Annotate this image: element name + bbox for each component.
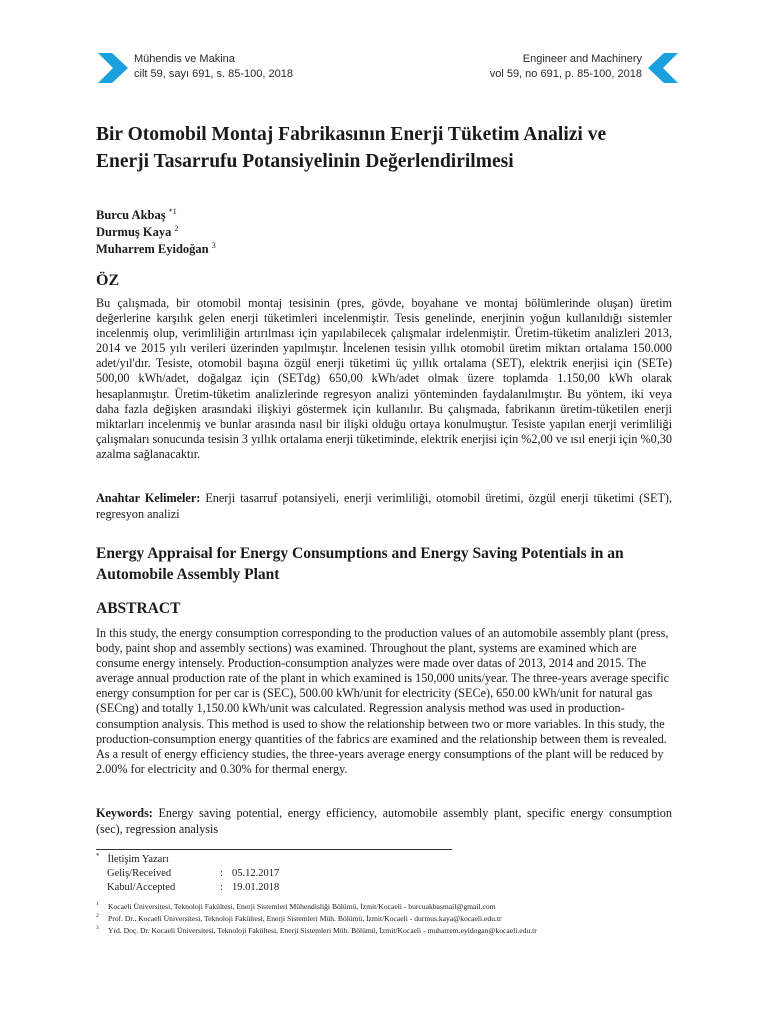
header-right [490,52,642,82]
author-1: Burcu Akbaş $^{*1}$ [96,206,177,222]
oz-text: Bu çalışmada, bir otomobil montaj tesisinin (pres, gövde, boyahane ve montaj bölümlerinde oluşan) üretim değerlerine karşılık gelen enerji tüketimleri incelenmiştir. Tesis genelinde, enerjinin yoğun kullanıldığı sistemler incelenmiş olup, verimliliğin artırılması için yapılabilecek çalışmalar irdelenmiştir. Üretim-tüketim analizleri 2013, 2014 ve 2015 yılı verileri üzerinden yapılmıştır. İncelenen tesisin yıllık otomobil üretim miktarı ortalama 150.000 adet/yıl'dır. Tesiste, otomobil başına özgül enerji tüketimi üç yıllık ortalama (SET), elektrik enerjisi için (SETe) 500,00 kWh/adet, doğalgaz için (SETdg) 650,00 kWh/adet olmak üzere toplamda 1.150,00 kWh olarak hesaplanmıştır. Üretim-tüketim analizlerinde regresyon analizi yönteminden faydalanılmıştır. Bu yöntem, iki veya daha fazla değişken arasındaki ilişkiyi göstermek için kullanılır. Bu çalışmada, fabrikanın üretim-tüketilen enerji miktarları incelenmiş ve bunlar arasında nasıl bir ilişki olduğu ortaya konulmuştur. Tesiste yapılan enerji verimliliği çalışmaları sonucunda tesisin 3 yıllık ortalama enerji tüketiminde, elektrik enerjisi için %2,00 ve ısıl enerji için %0,30 azalma sağlanacaktır. [96,296,672,461]
affiliation-1: $^1$ Kocaeli Üniversitesi, Teknoloji Fakültesi, Enerji Sistemleri Mühendisliği Bölümü, İzmit/Kocaeli - burcuakbasmail@gmail.com [96,901,496,911]
footnote-divider [96,849,452,850]
author-1-mark: *1 [168,206,177,216]
article-title-en: Energy Appraisal for Energy Consumptions and Energy Saving Potentials in an Automobile Assembly Plant [96,545,624,583]
author-2-mark: 2 [174,223,179,233]
header-right-journal: Engineer and Machinery [522,53,642,65]
header-left-issue: cilt 59, sayı 691, s. 85-100, 2018 [134,68,293,80]
affiliation-2: $^2$ Prof. Dr., Kocaeli Üniversitesi, Teknoloji Fakültesi, Enerji Sistemleri Müh. Bölümü, İzmit/Kocaeli - durmus.kaya@kocaeli.edu.tr [96,913,502,923]
keywords-tr [96,491,672,522]
author-3-mark: 3 [211,240,216,250]
affiliation-3: $^3$ Yrd. Doç. Dr. Kocaeli Üniversitesi, Teknoloji Fakültesi, Enerji Sistemleri Müh. Bölümü, İzmit/Kocaeli - muharrem.eyidogan@kocaeli.edu.tr [96,925,537,935]
keywords-tr-list: Enerji tasarruf potansiyeli, enerji verimliliği, otomobil üretimi, özgül enerji tüketimi (SET), regresyon analizi [96,491,672,521]
oz-heading: ÖZ [96,272,120,289]
footnote-accepted: Kabul/Accepted : 19.01.2018 [107,882,280,893]
header-right-issue: vol 59, no 691, p. 85-100, 2018 [489,68,642,80]
article-title-tr: Bir Otomobil Montaj Fabrikasının Enerji Tüketim Analizi ve Enerji Tasarrufu Potansiyelinin Değerlendirilmesi [96,124,607,172]
abstract-heading: ABSTRACT [96,600,181,617]
journal-chevron-right-icon [96,51,130,85]
keywords-en [96,806,672,837]
author-2: Durmuş Kaya $^2$ [96,223,179,239]
keywords-en-label: Keywords: [96,806,153,820]
journal-chevron-left-icon [646,51,680,85]
abstract-text: In this study, the energy consumption corresponding to the production values of an automobile assembly plant (press, body, paint shop and assembly sections) was examined. Throughout the plant, systems are examined which are consume energy intensely. Production-consumption analyzes were made over datas of 2013, 2014 and 2015. The average annual production rate of the plant in which examined is 150,000 units/year. The three-years average specific energy consumption for per car is (SEC), 500.00 kWh/unit for electricity (SECe), 650.00 kWh/unit for natural gas (SECng) and totally 1,150.00 kWh/unit was calculated. Regression analysis method was used in production-consumption analysis. This method is used to show the relationship between two or more variables. In this study, the production-consumption energy quantities of the fabrics are examined and the relationship between them is revealed. As a result of energy efficiency studies, the three-years average energy consumptions of the plant will be reduced by 2.00% for electricity and 0.30% for thermal energy. [96,626,670,776]
author-list [96,207,216,258]
keywords-en-list: Energy saving potential, energy efficiency, automobile assembly plant, specific energy consumption (sec), regression analysis [96,806,672,836]
keywords-tr-label: Anahtar Kelimeler: [96,491,201,505]
author-3: Muharrem Eyidoğan $^3$ [96,240,216,256]
header-left-journal: Mühendis ve Makina [134,53,235,65]
header-left [134,52,293,82]
footnote-contact: * İletişim Yazarı [96,851,169,865]
footnote-received: Geliş/Received : 05.12.2017 [107,868,280,879]
